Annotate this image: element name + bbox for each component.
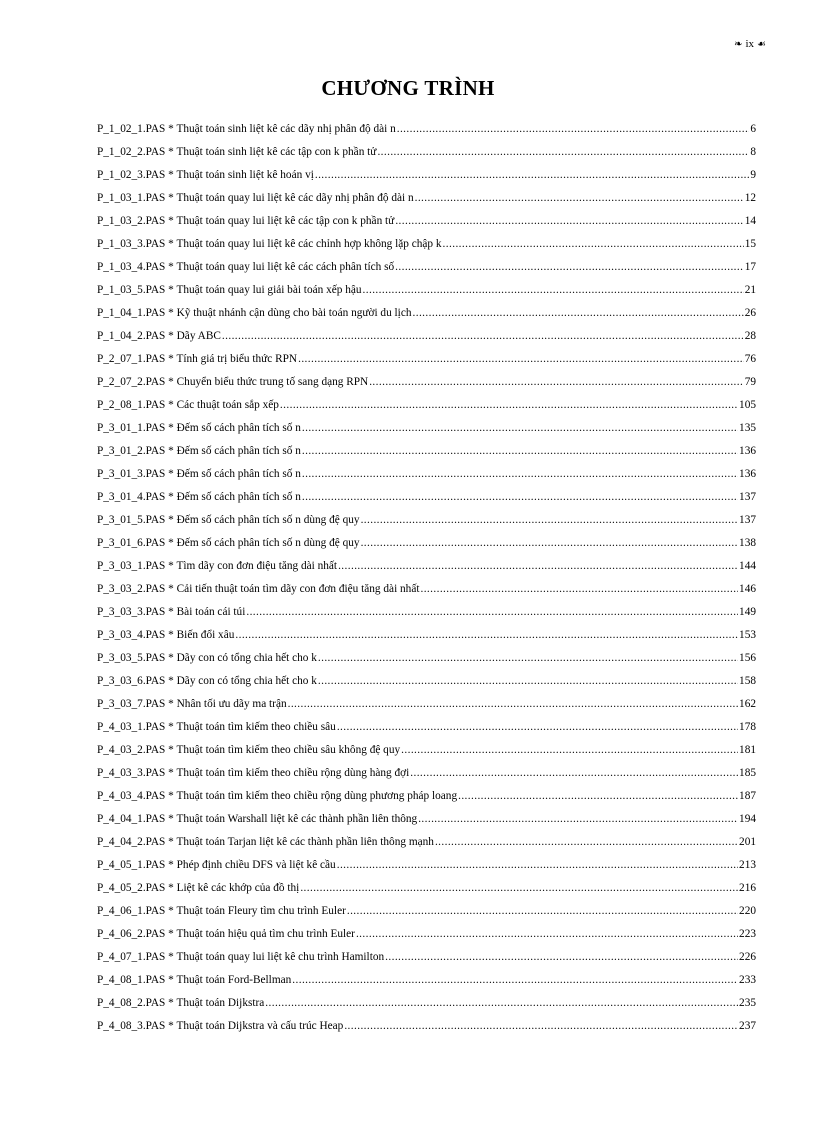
toc-entry-page-number: 14 [744, 215, 756, 227]
page-number-text: ix [745, 38, 755, 50]
toc-entry-filename: P_4_06_2.PAS [97, 928, 166, 940]
toc-entry-separator: * [165, 330, 177, 342]
toc-entry-title [97, 927, 355, 941]
toc-entry [97, 849, 756, 872]
toc-entry-separator: * [165, 1020, 177, 1032]
toc-entry-filename: P_4_04_1.PAS [97, 813, 166, 825]
toc-entry-separator: * [165, 905, 177, 917]
toc-entry-description: Thuật toán sinh liệt kê hoán vị [176, 169, 314, 181]
toc-entry-description: Tính giá trị biểu thức RPN [176, 353, 298, 365]
toc-dot-leader [395, 214, 743, 228]
toc-entry-separator: * [165, 514, 177, 526]
toc-dot-leader [356, 927, 738, 941]
toc-entry-separator: * [165, 560, 177, 572]
toc-entry-separator: * [165, 399, 177, 411]
toc-entry-title [97, 674, 317, 688]
toc-entry-separator: * [165, 675, 177, 687]
toc-entry-title [97, 283, 362, 297]
toc-entry-separator: * [165, 790, 177, 802]
toc-entry-page-number: 12 [744, 192, 756, 204]
toc-entry [97, 389, 756, 412]
toc-dot-leader [300, 881, 738, 895]
toc-entry-separator: * [165, 491, 177, 503]
toc-entry [97, 159, 756, 182]
toc-entry-page-number: 76 [744, 353, 756, 365]
toc-entry-separator: * [165, 215, 177, 227]
toc-entry-filename: P_4_06_1.PAS [97, 905, 166, 917]
toc-entry-filename: P_3_03_2.PAS [97, 583, 166, 595]
toc-entry-description: Kỹ thuật nhánh cận dùng cho bài toán người du lịch [176, 307, 412, 319]
toc-entry-separator: * [165, 445, 177, 457]
toc-entry-description: Thuật toán quay lui liệt kê chu trình Hamilton [176, 951, 385, 963]
toc-entry [97, 297, 756, 320]
toc-dot-leader [395, 260, 744, 274]
toc-entry-title [97, 168, 314, 182]
toc-entry-description: Thuật toán Dijkstra [176, 997, 265, 1009]
toc-dot-leader [361, 536, 738, 550]
toc-entry-title [97, 260, 394, 274]
toc-entry-filename: P_1_02_2.PAS [97, 146, 166, 158]
toc-dot-leader [280, 398, 738, 412]
toc-entry [97, 803, 756, 826]
toc-entry-description: Đếm số cách phân tích số n dùng đệ quy [176, 537, 360, 549]
toc-entry-page-number: 226 [739, 951, 756, 963]
toc-dot-leader [401, 743, 738, 757]
toc-entry-page-number: 146 [739, 583, 756, 595]
toc-entry-separator: * [165, 813, 177, 825]
toc-entry-page-number: 220 [739, 905, 756, 917]
toc-entry-filename: P_1_03_4.PAS [97, 261, 166, 273]
toc-entry-page-number: 138 [739, 537, 756, 549]
toc-entry-title [97, 237, 442, 251]
toc-entry-separator: * [165, 974, 177, 986]
toc-entry-page-number: 162 [739, 698, 756, 710]
toc-entry-description: Dãy ABC [176, 330, 221, 342]
toc-entry [97, 918, 756, 941]
toc-entry-filename: P_4_04_2.PAS [97, 836, 166, 848]
toc-entry-page-number: 17 [744, 261, 756, 273]
toc-entry-description: Thuật toán hiệu quả tìm chu trình Euler [176, 928, 355, 940]
toc-entry-separator: * [165, 698, 177, 710]
toc-dot-leader [318, 674, 738, 688]
toc-entry-filename: P_1_03_3.PAS [97, 238, 166, 250]
toc-entry-separator: * [165, 583, 177, 595]
toc-entry-separator: * [165, 238, 177, 250]
toc-entry-description: Thuật toán sinh liệt kê các dãy nhị phân độ dài n [176, 123, 396, 135]
toc-entry-description: Thuật toán quay lui liệt kê các dãy nhị phân độ dài n [176, 192, 414, 204]
toc-entry-description: Đếm số cách phân tích số n dùng đệ quy [176, 514, 360, 526]
toc-entry [97, 366, 756, 389]
toc-entry [97, 665, 756, 688]
toc-entry-description: Đếm số cách phân tích số n [176, 468, 301, 480]
toc-entry-page-number: 26 [744, 307, 756, 319]
toc-entry-title [97, 605, 245, 619]
toc-entry-filename: P_3_01_4.PAS [97, 491, 166, 503]
toc-entry-title [97, 444, 301, 458]
toc-entry-title [97, 191, 414, 205]
toc-entry-page-number: 233 [739, 974, 756, 986]
toc-entry [97, 619, 756, 642]
toc-dot-leader [292, 973, 738, 987]
toc-entry-page-number: 79 [744, 376, 756, 388]
toc-entry-title [97, 306, 412, 320]
toc-entry-filename: P_1_03_2.PAS [97, 215, 166, 227]
toc-entry-title [97, 789, 457, 803]
toc-entry [97, 1010, 756, 1033]
toc-entry [97, 320, 756, 343]
toc-entry-separator: * [165, 537, 177, 549]
toc-dot-leader [435, 835, 738, 849]
toc-entry-filename: P_1_02_3.PAS [97, 169, 166, 181]
toc-entry-filename: P_1_03_1.PAS [97, 192, 166, 204]
toc-entry-title [97, 467, 301, 481]
toc-dot-leader [369, 375, 744, 389]
toc-entry-title [97, 398, 279, 412]
toc-entry [97, 182, 756, 205]
toc-entry-page-number: 235 [739, 997, 756, 1009]
toc-entry-page-number: 136 [739, 445, 756, 457]
ornament-left-icon: ❧ [734, 38, 743, 50]
toc-entry [97, 941, 756, 964]
toc-entry-page-number: 135 [739, 422, 756, 434]
toc-entry-title [97, 720, 336, 734]
toc-entry-page-number: 201 [739, 836, 756, 848]
toc-entry-filename: P_3_03_6.PAS [97, 675, 166, 687]
toc-entry-filename: P_1_03_5.PAS [97, 284, 166, 296]
toc-entry-description: Thuật toán tìm kiếm theo chiều sâu không đệ quy [176, 744, 401, 756]
toc-entry-title [97, 950, 384, 964]
toc-entry-title [97, 743, 400, 757]
toc-entry-page-number: 237 [739, 1020, 756, 1032]
toc-entry-page-number: 137 [739, 514, 756, 526]
toc-entry-filename: P_3_01_1.PAS [97, 422, 166, 434]
toc-entry-separator: * [165, 721, 177, 733]
toc-entry-description: Thuật toán Fleury tìm chu trình Euler [176, 905, 346, 917]
toc-entry-page-number: 187 [739, 790, 756, 802]
toc-dot-leader [458, 789, 738, 803]
toc-entry-separator: * [165, 261, 177, 273]
toc-entry [97, 412, 756, 435]
toc-entry [97, 757, 756, 780]
program-list [97, 113, 756, 1033]
toc-dot-leader [443, 237, 744, 251]
toc-entry-title [97, 122, 396, 136]
toc-entry-filename: P_4_03_3.PAS [97, 767, 166, 779]
toc-entry-page-number: 136 [739, 468, 756, 480]
toc-entry-description: Thuật toán quay lui liệt kê các chỉnh hợp không lặp chập k [176, 238, 442, 250]
toc-entry-filename: P_3_03_3.PAS [97, 606, 166, 618]
toc-entry-description: Thuật toán Warshall liệt kê các thành phần liên thông [176, 813, 418, 825]
toc-entry-separator: * [165, 606, 177, 618]
toc-dot-leader [318, 651, 738, 665]
toc-dot-leader [298, 352, 744, 366]
toc-entry-page-number: 21 [744, 284, 756, 296]
toc-dot-leader [235, 628, 738, 642]
toc-dot-leader [288, 697, 738, 711]
toc-entry-page-number: 8 [750, 146, 756, 158]
toc-entry [97, 527, 756, 550]
toc-entry-title [97, 812, 417, 826]
toc-dot-leader [302, 490, 738, 504]
toc-entry-filename: P_3_01_5.PAS [97, 514, 166, 526]
toc-dot-leader [246, 605, 738, 619]
toc-dot-leader [363, 283, 744, 297]
toc-entry-title [97, 536, 360, 550]
toc-entry-filename: P_3_01_6.PAS [97, 537, 166, 549]
toc-entry-description: Thuật toán quay lui liệt kê các tập con k phần tử [176, 215, 395, 227]
toc-entry-separator: * [165, 146, 177, 158]
toc-entry-title [97, 329, 221, 343]
toc-entry-page-number: 153 [739, 629, 756, 641]
toc-entry-description: Dãy con có tổng chia hết cho k [176, 675, 317, 687]
toc-dot-leader [385, 950, 738, 964]
toc-dot-leader [337, 720, 738, 734]
toc-entry-separator: * [165, 169, 177, 181]
toc-entry-filename: P_4_03_1.PAS [97, 721, 166, 733]
toc-entry-separator: * [165, 928, 177, 940]
toc-dot-leader [377, 145, 749, 159]
toc-entry-separator: * [165, 307, 177, 319]
toc-entry-separator: * [165, 882, 177, 894]
toc-entry [97, 688, 756, 711]
toc-entry-page-number: 223 [739, 928, 756, 940]
toc-entry [97, 113, 756, 136]
toc-entry-title [97, 996, 264, 1010]
toc-entry [97, 504, 756, 527]
toc-entry-description: Thuật toán sinh liệt kê các tập con k phần tử [176, 146, 377, 158]
toc-entry-separator: * [165, 468, 177, 480]
toc-entry-description: Đếm số cách phân tích số n [176, 491, 301, 503]
toc-entry-page-number: 158 [739, 675, 756, 687]
toc-entry [97, 826, 756, 849]
toc-entry-filename: P_2_07_1.PAS [97, 353, 166, 365]
toc-dot-leader [418, 812, 738, 826]
toc-entry-page-number: 149 [739, 606, 756, 618]
toc-dot-leader [315, 168, 749, 182]
toc-entry-title [97, 513, 360, 527]
toc-entry-title [97, 904, 346, 918]
toc-entry-title [97, 858, 336, 872]
toc-entry-separator: * [165, 353, 177, 365]
toc-dot-leader [338, 559, 738, 573]
toc-dot-leader [410, 766, 738, 780]
toc-entry-description: Biến đổi xâu [176, 629, 235, 641]
toc-entry-title [97, 766, 409, 780]
toc-entry-page-number: 178 [739, 721, 756, 733]
toc-entry-description: Thuật toán Tarjan liệt kê các thành phần liên thông mạnh [176, 836, 434, 848]
toc-entry [97, 458, 756, 481]
toc-entry [97, 251, 756, 274]
toc-entry-page-number: 9 [750, 169, 756, 181]
toc-entry-page-number: 144 [739, 560, 756, 572]
toc-entry-page-number: 213 [739, 859, 756, 871]
toc-entry-page-number: 181 [739, 744, 756, 756]
toc-entry-title [97, 490, 301, 504]
toc-entry-description: Cải tiến thuật toán tìm dãy con đơn điệu tăng dài nhất [176, 583, 420, 595]
toc-dot-leader [222, 329, 744, 343]
toc-entry-filename: P_3_01_2.PAS [97, 445, 166, 457]
toc-entry-separator: * [165, 951, 177, 963]
toc-dot-leader [344, 1019, 738, 1033]
toc-entry-filename: P_2_07_2.PAS [97, 376, 166, 388]
toc-entry [97, 780, 756, 803]
toc-entry-separator: * [165, 836, 177, 848]
toc-entry-title [97, 145, 376, 159]
toc-entry-description: Đếm số cách phân tích số n [176, 445, 301, 457]
toc-dot-leader [415, 191, 744, 205]
toc-entry-filename: P_4_08_2.PAS [97, 997, 166, 1009]
toc-entry-description: Nhân tối ưu dãy ma trận [176, 698, 287, 710]
toc-entry-page-number: 6 [750, 123, 756, 135]
toc-entry [97, 596, 756, 619]
toc-entry-page-number: 194 [739, 813, 756, 825]
toc-entry-separator: * [165, 629, 177, 641]
toc-entry-page-number: 156 [739, 652, 756, 664]
toc-entry [97, 435, 756, 458]
toc-entry-description: Phép định chiều DFS và liệt kê cầu [176, 859, 336, 871]
toc-entry-filename: P_4_05_2.PAS [97, 882, 166, 894]
toc-dot-leader [413, 306, 744, 320]
toc-entry-page-number: 15 [744, 238, 756, 250]
toc-entry-description: Thuật toán quay lui liệt kê các cách phân tích số [176, 261, 395, 273]
toc-entry-title [97, 421, 301, 435]
toc-entry-title [97, 835, 434, 849]
toc-entry-filename: P_4_08_3.PAS [97, 1020, 166, 1032]
toc-entry-description: Dãy con có tổng chia hết cho k [176, 652, 317, 664]
toc-entry-filename: P_3_03_1.PAS [97, 560, 166, 572]
toc-entry-title [97, 375, 368, 389]
toc-entry-title [97, 559, 337, 573]
toc-entry-title [97, 973, 291, 987]
toc-entry-description: Chuyển biểu thức trung tố sang dạng RPN [176, 376, 369, 388]
toc-entry-filename: P_4_05_1.PAS [97, 859, 166, 871]
toc-entry-separator: * [165, 652, 177, 664]
toc-entry-filename: P_1_02_1.PAS [97, 123, 166, 135]
toc-dot-leader [302, 467, 738, 481]
toc-entry [97, 550, 756, 573]
toc-entry-separator: * [165, 192, 177, 204]
toc-dot-leader [361, 513, 738, 527]
toc-entry-page-number: 216 [739, 882, 756, 894]
toc-entry [97, 895, 756, 918]
toc-entry-separator: * [165, 123, 177, 135]
toc-entry-separator: * [165, 767, 177, 779]
toc-entry [97, 642, 756, 665]
toc-entry-separator: * [165, 744, 177, 756]
toc-entry-filename: P_2_08_1.PAS [97, 399, 166, 411]
toc-entry-description: Bài toán cái túi [176, 606, 246, 618]
toc-dot-leader [265, 996, 738, 1010]
toc-entry-title [97, 881, 299, 895]
toc-entry [97, 987, 756, 1010]
toc-entry-description: Thuật toán tìm kiếm theo chiều sâu [176, 721, 336, 733]
toc-entry-description: Liệt kê các khớp của đồ thị [176, 882, 300, 894]
toc-entry-filename: P_4_08_1.PAS [97, 974, 166, 986]
toc-entry-filename: P_1_04_1.PAS [97, 307, 166, 319]
toc-entry-page-number: 137 [739, 491, 756, 503]
toc-entry-separator: * [165, 997, 177, 1009]
toc-entry-title [97, 214, 394, 228]
toc-entry-title [97, 651, 317, 665]
toc-dot-leader [302, 421, 738, 435]
toc-dot-leader [420, 582, 738, 596]
toc-entry-description: Các thuật toán sắp xếp [176, 399, 279, 411]
toc-entry [97, 205, 756, 228]
toc-entry-description: Thuật toán Ford-Bellman [176, 974, 292, 986]
toc-entry [97, 872, 756, 895]
toc-entry-page-number: 185 [739, 767, 756, 779]
toc-entry [97, 711, 756, 734]
toc-entry-title [97, 352, 297, 366]
toc-entry-description: Thuật toán tìm kiếm theo chiều rộng dùng phương pháp loang [176, 790, 458, 802]
toc-dot-leader [302, 444, 738, 458]
toc-entry [97, 136, 756, 159]
toc-entry-filename: P_4_03_4.PAS [97, 790, 166, 802]
toc-entry-description: Tìm dãy con đơn điệu tăng dài nhất [176, 560, 338, 572]
toc-entry-description: Thuật toán Dijkstra và cấu trúc Heap [176, 1020, 344, 1032]
toc-entry-page-number: 105 [739, 399, 756, 411]
toc-entry [97, 274, 756, 297]
toc-entry-description: Đếm số cách phân tích số n [176, 422, 301, 434]
toc-entry-description: Thuật toán tìm kiếm theo chiều rộng dùng hàng đợi [176, 767, 410, 779]
toc-entry-separator: * [165, 284, 177, 296]
toc-entry-filename: P_1_04_2.PAS [97, 330, 166, 342]
toc-entry-title [97, 697, 287, 711]
toc-entry-filename: P_3_03_5.PAS [97, 652, 166, 664]
toc-dot-leader [397, 122, 750, 136]
toc-entry-filename: P_3_03_4.PAS [97, 629, 166, 641]
toc-entry-separator: * [165, 376, 177, 388]
toc-entry-filename: P_3_03_7.PAS [97, 698, 166, 710]
toc-dot-leader [347, 904, 738, 918]
toc-entry [97, 734, 756, 757]
toc-entry-separator: * [165, 859, 177, 871]
toc-entry-title [97, 1019, 343, 1033]
toc-entry-filename: P_4_03_2.PAS [97, 744, 166, 756]
page-title: CHƯƠNG TRÌNH [321, 76, 495, 100]
toc-entry-page-number: 28 [744, 330, 756, 342]
ornament-right-icon: ☙ [757, 38, 766, 50]
toc-entry [97, 343, 756, 366]
toc-entry [97, 573, 756, 596]
toc-entry-description: Thuật toán quay lui giải bài toán xếp hậu [176, 284, 362, 296]
toc-entry-title [97, 582, 419, 596]
page-number [734, 38, 766, 50]
toc-entry-separator: * [165, 422, 177, 434]
toc-entry-title [97, 628, 234, 642]
toc-dot-leader [337, 858, 738, 872]
toc-entry-filename: P_4_07_1.PAS [97, 951, 166, 963]
toc-entry [97, 481, 756, 504]
toc-entry-filename: P_3_01_3.PAS [97, 468, 166, 480]
toc-entry [97, 228, 756, 251]
toc-entry [97, 964, 756, 987]
